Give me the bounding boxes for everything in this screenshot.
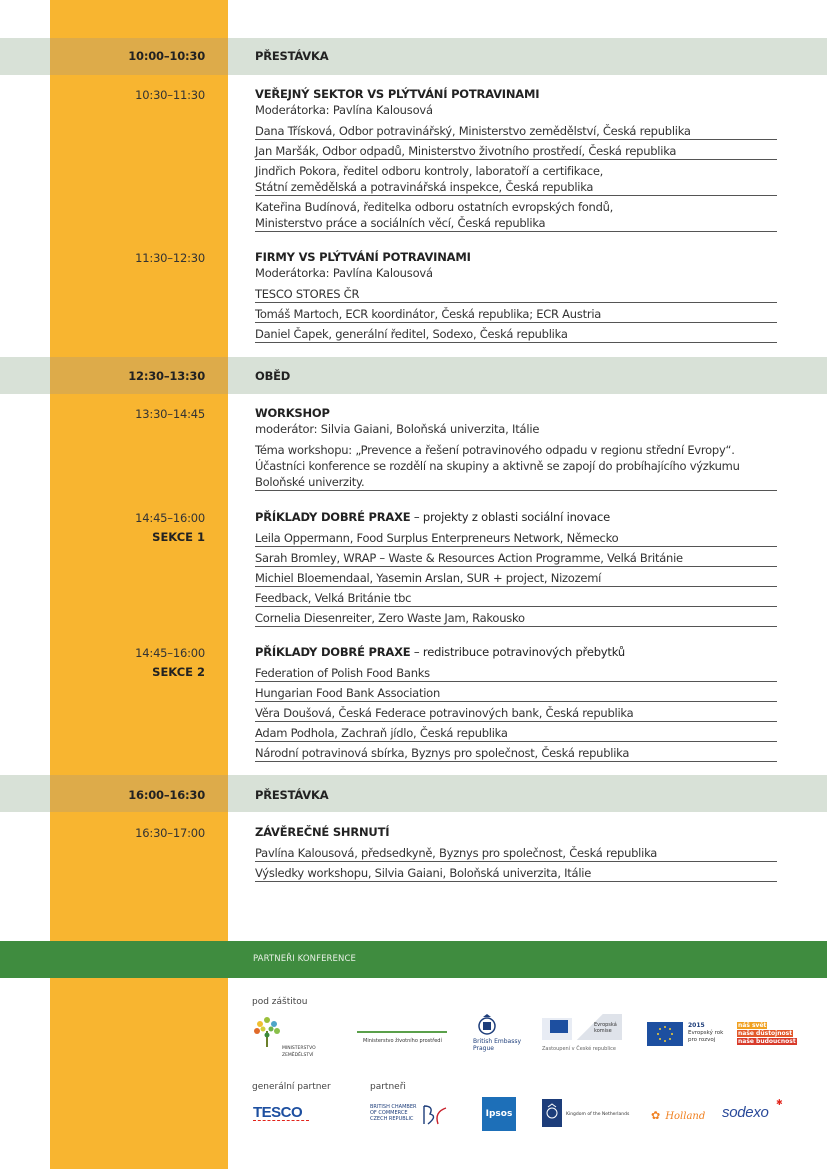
eu-flag-icon [647,1022,683,1046]
partners-band [0,941,827,978]
time-break-1: 10:00–10:30 [128,49,205,63]
tulip-icon: ✿ [651,1109,661,1122]
ey-year: 2015 [688,1022,705,1029]
title-break-1: PŘESTÁVKA [255,49,329,63]
time-closing: 16:30–17:00 [135,826,205,840]
list-item: Hungarian Food Bank Association [255,685,777,702]
section-1-label: SEKCE 1 [152,530,205,544]
nas-text-3: naše budoucnost [738,1038,796,1045]
netherlands-logo [542,1099,637,1129]
patronage-label: pod záštitou [252,997,308,1007]
time-break-2: 16:00–16:30 [128,788,205,802]
holland-logo [651,1104,713,1126]
nas-text-1: náš svět [738,1022,767,1029]
british-embassy-logo [473,1014,533,1056]
moderator-public-sector: Moderátorka: Pavlína Kalousová [255,103,433,117]
ec-text-2: komise [594,1028,612,1034]
partners-heading: PARTNEŘI KONFERENCE [253,954,356,964]
ipsos-logo [482,1097,516,1131]
list-item: Leila Oppermann, Food Surplus Enterpreneurs Network, Německo [255,530,777,547]
ec-text-3: Zastoupení v České republice [542,1046,616,1052]
title-section-2: PŘÍKLADY DOBRÉ PRAXE – redistribuce potravinových přebytků [255,645,625,659]
ey-text-2: pro rozvoj [688,1037,716,1043]
time-lunch: 12:30–13:30 [128,369,205,383]
list-item: Pavlína Kalousová, předsedkyně, Byznys pro společnost, Česká republika [255,845,777,862]
list-item: Michiel Bloemendaal, Yasemin Arslan, SUR + project, Nizozemí [255,570,777,587]
embassy-text-2: Prague [473,1045,494,1052]
list-item: Daniel Čapek, generální ředitel, Sodexo, Česká republika [255,326,777,343]
ey-text-1: Evropský rok [688,1030,724,1036]
mzp-logo [357,1031,447,1051]
list-item: Národní potravinová sbírka, Byznys pro společnost, Česká republika [255,745,777,762]
time-workshop: 13:30–14:45 [135,407,205,421]
embassy-text-1: British Embassy [473,1038,522,1045]
list-item-line: Téma workshopu: „Prevence a řešení potravinového odpadu v regionu střední Evropy“. [255,443,735,457]
list-item: Sarah Bromley, WRAP – Waste & Resources Action Programme, Velká Británie [255,550,777,567]
list-item: TESCO STORES ČR [255,286,777,303]
nas-svet-logo [737,1022,803,1052]
sodexo-text: sodexo [722,1104,769,1121]
holland-text: Holland [665,1111,706,1122]
partners-label: partneři [370,1082,406,1092]
time-companies: 11:30–12:30 [135,251,205,265]
netherlands-crest-icon [542,1099,562,1127]
list-item [255,442,777,491]
list-item: Federation of Polish Food Banks [255,665,777,682]
title-workshop: WORKSHOP [255,406,330,420]
title-companies: FIRMY VS PLÝTVÁNÍ POTRAVINAMI [255,250,471,264]
title-section-1: PŘÍKLADY DOBRÉ PRAXE – projekty z oblasti sociální inovace [255,510,610,524]
list-item: Výsledky workshopu, Silvia Gaiani, Boloňská univerzita, Itálie [255,865,777,882]
nas-text-2: naše důstojnost [738,1030,793,1037]
sodexo-logo [722,1098,787,1126]
list-item: Dana Třísková, Odbor potravinářský, Ministerstvo zemědělství, Česká republika [255,123,777,140]
section-2-label: SEKCE 2 [152,665,205,679]
mze-text: MINISTERSTVO ZEMĚDĚLSTVÍ [282,1046,316,1058]
list-item [255,163,777,196]
ec-logo [542,1014,627,1056]
moderator-companies: Moderátorka: Pavlína Kalousová [255,266,433,280]
eu-flag-icon [550,1020,568,1033]
star-icon: ✱ [776,1098,783,1107]
tree-icon [252,1015,282,1047]
list-item [255,199,777,232]
list-item: Adam Podhola, Zachraň jídlo, Česká republika [255,725,777,742]
list-item-line: Boloňské univerzity. [255,475,365,489]
time-public-sector: 10:30–11:30 [135,88,205,102]
mzp-text: Ministerstvo životního prostředí [363,1038,442,1044]
list-item-line: Ministerstvo práce a sociálních věcí, Česká republika [255,216,546,230]
time-section-2: 14:45–16:00 [135,646,205,660]
list-item: Feedback, Velká Británie tbc [255,590,777,607]
list-item: Tomáš Martoch, ECR koordinátor, Česká republika; ECR Austria [255,306,777,323]
moderator-workshop: moderátor: Silvia Gaiani, Boloňská univerzita, Itálie [255,422,540,436]
title-break-2: PŘESTÁVKA [255,788,329,802]
yellow-stripe [50,0,228,1169]
list-item: Cornelia Diesenreiter, Zero Waste Jam, Rakousko [255,610,777,627]
bcc-mark-icon [420,1104,448,1126]
tesco-text: TESCO [253,1104,303,1121]
royal-crest-icon [475,1014,499,1036]
time-section-1: 14:45–16:00 [135,511,205,525]
ec-text-1: Evropská [594,1022,617,1028]
general-partner-label: generální partner [252,1082,331,1092]
bcc-logo: BRITISH CHAMBER OF COMMERCE CZECH REPUBLIC [370,1104,455,1129]
mze-logo [252,1015,342,1058]
ipsos-text: Ipsos [485,1109,513,1119]
title-closing: ZÁVĚREČNÉ SHRNUTÍ [255,825,390,839]
title-public-sector: VEŘEJNÝ SEKTOR VS PLÝTVÁNÍ POTRAVINAMI [255,87,540,101]
list-item-line: Kateřina Budínová, ředitelka odboru ostatních evropských fondů, [255,200,614,214]
list-item-line: Státní zemědělská a potravinářská inspekce, Česká republika [255,180,594,194]
title-lunch: OBĚD [255,369,291,383]
list-item-line: Účastníci konference se rozdělí na skupiny a aktivně se zapojí do probíhajícího výzkumu [255,459,740,473]
list-item: Věra Doušová, Česká Federace potravinových bank, Česká republika [255,705,777,722]
tesco-logo [253,1104,313,1124]
netherlands-text: Kingdom of the Netherlands [566,1112,630,1117]
european-year-logo [647,1022,727,1048]
list-item: Jan Maršák, Odbor odpadů, Ministerstvo životního prostředí, Česká republika [255,143,777,160]
list-item-line: Jindřich Pokora, ředitel odboru kontroly, laboratoří a certifikace, [255,164,604,178]
